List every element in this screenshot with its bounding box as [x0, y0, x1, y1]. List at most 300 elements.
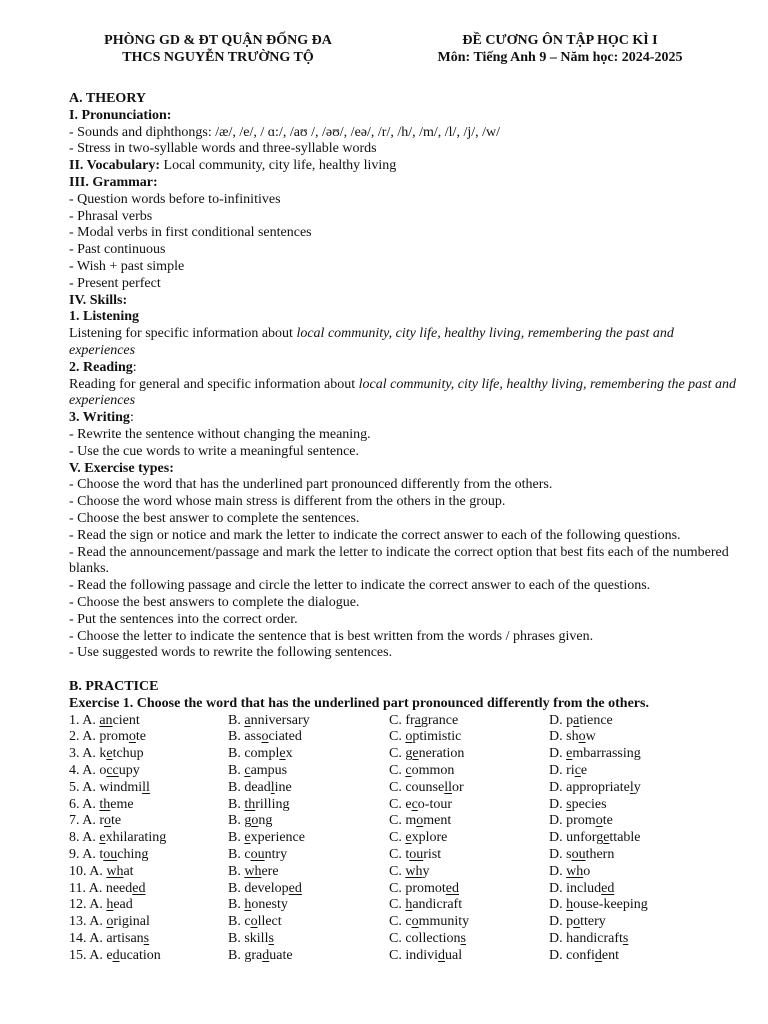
underlined-part: ed	[288, 880, 302, 896]
grammar-item: - Question words before to-infinitives	[69, 191, 281, 207]
option-label: 2. A.	[69, 729, 100, 745]
word-prefix: ass	[244, 729, 262, 745]
word-suffix: mmunity	[418, 914, 470, 930]
underlined-part: l	[629, 779, 634, 795]
document-body	[69, 91, 749, 965]
option-label: D.	[549, 779, 567, 795]
word-suffix: andicraft	[412, 897, 463, 913]
answer-option	[69, 780, 228, 797]
word-suffix: ual	[445, 947, 463, 963]
word-suffix: eme	[110, 796, 134, 812]
option-label: B.	[228, 813, 245, 829]
option-label: C.	[389, 813, 406, 829]
option-label: D.	[549, 947, 567, 963]
exercise-row	[69, 847, 749, 864]
option-label: 6. A.	[69, 796, 100, 812]
vocabulary-line	[69, 158, 749, 175]
exercise-type-item: - Read the sign or notice and mark the letter to indicate the correct answer to each of the following questions.	[69, 527, 681, 543]
word-prefix: k	[99, 746, 107, 762]
exercise-type-item: - Read the announcement/passage and mark the letter to indicate the correct option that best fits each of the numbered blanks.	[69, 544, 729, 577]
answer-option	[228, 813, 389, 830]
underlined-part: e	[603, 830, 610, 846]
exercise-type-item: - Choose the word whose main stress is different from the others in the group.	[69, 494, 506, 510]
answer-option	[389, 763, 549, 780]
word-prefix: windmi	[99, 779, 143, 795]
underlined-part: h	[244, 897, 252, 913]
exercise-row	[69, 830, 749, 847]
word-suffix: te	[602, 813, 613, 829]
underlined-part: o	[573, 914, 581, 930]
word-suffix: nniversary	[250, 712, 310, 728]
answer-option	[228, 948, 389, 965]
answer-option	[549, 931, 709, 948]
option-label: B.	[228, 729, 245, 745]
word-suffix: x	[285, 746, 293, 762]
underlined-part: s	[268, 931, 274, 947]
theory-heading: A. THEORY	[69, 91, 147, 106]
option-label: C.	[389, 863, 406, 879]
answer-option	[69, 713, 228, 730]
answer-option	[389, 746, 549, 763]
grammar-item: - Past continuous	[69, 242, 166, 258]
reading-topics: local community, city life, healthy living, remembering the past and experiences	[69, 376, 737, 409]
reading-colon: :	[132, 359, 137, 375]
exercise-type-item: - Choose the best answers to complete the dialogue.	[69, 594, 360, 610]
underlined-part: s	[622, 931, 629, 947]
school-name: THCS NGUYỄN TRƯỜNG TỘ	[122, 50, 314, 65]
word-prefix: compl	[244, 746, 280, 762]
word-prefix: p	[566, 712, 574, 728]
answer-option	[549, 847, 709, 864]
word-suffix: cient	[112, 712, 140, 728]
grammar-item: - Present perfect	[69, 275, 161, 291]
underlined-part: s	[566, 796, 572, 812]
answer-option	[69, 797, 228, 814]
underlined-part: o	[128, 729, 136, 745]
option-label: D.	[549, 880, 567, 896]
word-suffix: w	[585, 729, 596, 745]
answer-option	[69, 763, 228, 780]
exercise-row	[69, 780, 749, 797]
underlined-part: d	[438, 947, 446, 963]
answer-option	[389, 948, 549, 965]
option-label: D.	[549, 813, 567, 829]
option-label: D.	[549, 847, 567, 863]
exercise-type-item: - Choose the letter to indicate the sentence that is best written from the words / phrases given.	[69, 628, 594, 644]
underlined-part: h	[106, 897, 114, 913]
option-label: C.	[389, 830, 406, 846]
option-label: D.	[549, 746, 567, 762]
word-suffix: ng	[258, 813, 273, 829]
option-label: D.	[549, 763, 567, 779]
option-label: C.	[389, 796, 406, 812]
answer-option	[228, 763, 389, 780]
answer-option	[549, 914, 709, 931]
word-prefix: g	[405, 746, 413, 762]
option-label: 3. A.	[69, 746, 100, 762]
underlined-part: o	[250, 914, 258, 930]
answer-option	[228, 713, 389, 730]
underlined-part: o	[261, 729, 269, 745]
option-label: C.	[389, 931, 406, 947]
header-right	[410, 32, 710, 66]
word-suffix: te	[111, 813, 122, 829]
answer-option	[228, 847, 389, 864]
option-label: 4. A.	[69, 763, 100, 779]
word-prefix: skill	[244, 931, 269, 947]
word-prefix: prom	[566, 813, 596, 829]
word-suffix: y	[422, 863, 430, 879]
underlined-part: d	[594, 947, 602, 963]
word-suffix: ent	[601, 947, 619, 963]
option-label: B.	[228, 863, 245, 879]
underlined-part: d	[112, 947, 120, 963]
answer-option	[549, 763, 709, 780]
answer-option	[389, 931, 549, 948]
word-suffix: rist	[423, 847, 442, 863]
exercise-type-item: - Choose the best answer to complete the sentences.	[69, 510, 360, 526]
pronunciation-heading: I. Pronunciation:	[69, 107, 172, 123]
word-suffix: rilling	[255, 796, 290, 812]
answer-option	[228, 897, 389, 914]
word-prefix: indivi	[405, 947, 439, 963]
answer-option	[69, 746, 228, 763]
document-title: ĐỀ CƯƠNG ÔN TẬP HỌC KÌ I	[462, 33, 658, 48]
option-label: B.	[228, 947, 245, 963]
underlined-part: c	[405, 763, 412, 779]
answer-option	[69, 830, 228, 847]
exercise1-title: Exercise 1. Choose the word that has the underlined part pronounced differently from the others.	[69, 695, 649, 711]
option-label: 9. A.	[69, 847, 100, 863]
underlined-part: ll	[444, 779, 453, 795]
word-prefix: e	[405, 796, 412, 812]
option-label: C.	[389, 914, 406, 930]
option-label: 11. A.	[69, 880, 106, 896]
underlined-part: a	[573, 712, 580, 728]
underlined-part: wh	[566, 863, 584, 879]
word-suffix: grance	[420, 712, 459, 728]
word-prefix: gra	[244, 947, 263, 963]
underlined-part: an	[99, 712, 113, 728]
word-suffix: riginal	[113, 914, 150, 930]
underlined-part: ou	[250, 847, 265, 863]
option-label: D.	[549, 897, 567, 913]
exercise-type-item: - Choose the word that has the underlined part pronounced differently from the others.	[69, 477, 553, 493]
underlined-part: e	[412, 746, 419, 762]
word-prefix: g	[244, 813, 252, 829]
header-left	[62, 32, 374, 66]
subject-line: Môn: Tiếng Anh 9 – Năm học: 2024-2025	[437, 50, 683, 65]
answer-option	[389, 813, 549, 830]
word-prefix: t	[405, 847, 410, 863]
school-department: PHÒNG GD & ĐT QUẬN ĐỐNG ĐA	[104, 33, 332, 48]
reading-description	[69, 377, 741, 411]
grammar-item: - Phrasal verbs	[69, 208, 153, 224]
exercise1-options	[69, 713, 749, 965]
writing-heading: 3. Writing	[69, 410, 130, 426]
answer-option	[228, 797, 389, 814]
option-label: B.	[228, 847, 245, 863]
answer-option	[69, 897, 228, 914]
option-label: 7. A.	[69, 813, 100, 829]
underlined-part: ll	[142, 779, 150, 795]
word-suffix: ine	[274, 779, 292, 795]
option-label: C.	[389, 947, 406, 963]
word-suffix: neration	[418, 746, 465, 762]
option-label: D.	[549, 863, 567, 879]
answer-option	[389, 897, 549, 914]
option-label: B.	[228, 931, 245, 947]
underlined-part: a	[244, 712, 251, 728]
underlined-part: o	[405, 729, 413, 745]
word-prefix: develop	[244, 880, 289, 896]
answer-option	[549, 830, 709, 847]
section-spacer	[69, 662, 749, 679]
word-suffix: o	[583, 863, 591, 879]
word-prefix: promot	[405, 880, 446, 896]
underlined-part: o	[104, 813, 112, 829]
answer-option	[69, 864, 228, 881]
underlined-part: ou	[103, 847, 118, 863]
option-label: C.	[389, 763, 406, 779]
option-label: D.	[549, 729, 567, 745]
answer-option	[389, 713, 549, 730]
word-suffix: onesty	[251, 897, 288, 913]
word-prefix: confi	[566, 947, 595, 963]
word-prefix: artisan	[106, 931, 144, 947]
listening-heading: 1. Listening	[69, 309, 140, 325]
underlined-part: o	[416, 813, 424, 829]
word-suffix: te	[135, 729, 147, 745]
grammar-heading: III. Grammar:	[69, 174, 158, 190]
reading-heading-line	[69, 360, 749, 377]
underlined-part: a	[414, 712, 421, 728]
exercise-row	[69, 914, 749, 931]
option-label: B.	[228, 763, 245, 779]
option-label: C.	[389, 847, 406, 863]
word-suffix: llect	[257, 914, 282, 930]
option-label: B.	[228, 712, 245, 728]
underlined-part: e	[244, 830, 251, 846]
exercise-type-item: - Put the sentences into the correct order.	[69, 611, 298, 627]
option-label: 10. A.	[69, 863, 107, 879]
word-prefix: c	[244, 847, 251, 863]
word-prefix: collection	[405, 931, 461, 947]
underlined-part: th	[244, 796, 256, 812]
answer-option	[389, 797, 549, 814]
word-suffix: ucation	[119, 947, 161, 963]
option-label: B.	[228, 746, 245, 762]
answer-option	[69, 948, 228, 965]
answer-option	[389, 881, 549, 898]
word-suffix: xplore	[411, 830, 448, 846]
vocabulary-text: Local community, city life, healthy living	[160, 158, 397, 174]
answer-option	[389, 729, 549, 746]
word-suffix: pecies	[571, 796, 607, 812]
underlined-part: ou	[409, 847, 424, 863]
exercise-row	[69, 746, 749, 763]
word-prefix: need	[105, 880, 133, 896]
option-label: B.	[228, 830, 245, 846]
answer-option	[389, 830, 549, 847]
pronunciation-item: - Sounds and diphthongs: /æ/, /e/, / ɑ:/, /aʊ /, /əʊ/, /eə/, /r/, /h/, /m/, /l/, /j/, /w/	[69, 124, 501, 140]
underlined-part: wh	[244, 863, 262, 879]
answer-option	[549, 797, 709, 814]
answer-option	[549, 746, 709, 763]
exercise-row	[69, 948, 749, 965]
underlined-part: e	[566, 746, 573, 762]
grammar-item: - Wish + past simple	[69, 258, 185, 274]
underlined-part: l	[270, 779, 275, 795]
option-label: B.	[228, 779, 245, 795]
word-suffix: ntry	[264, 847, 288, 863]
option-label: C.	[389, 746, 406, 762]
exercise-row	[69, 713, 749, 730]
word-prefix: counse	[405, 779, 445, 795]
option-label: C.	[389, 779, 406, 795]
option-label: D.	[549, 712, 567, 728]
word-prefix: c	[405, 914, 412, 930]
underlined-part: h	[405, 897, 413, 913]
listening-description	[69, 326, 741, 360]
option-label: 14. A.	[69, 931, 107, 947]
exercise-row	[69, 864, 749, 881]
underlined-part: wh	[405, 863, 423, 879]
answer-option	[69, 729, 228, 746]
word-suffix: ching	[117, 847, 149, 863]
word-suffix: o-tour	[417, 796, 452, 812]
answer-option	[228, 746, 389, 763]
word-suffix: ead	[113, 897, 133, 913]
underlined-part: o	[251, 813, 259, 829]
underlined-part: s	[143, 931, 150, 947]
word-prefix: sh	[566, 729, 579, 745]
word-prefix: fr	[405, 712, 415, 728]
underlined-part: ed	[601, 880, 615, 896]
answer-option	[389, 780, 549, 797]
word-suffix: upy	[118, 763, 140, 779]
underlined-part: e	[99, 830, 106, 846]
answer-option	[549, 864, 709, 881]
word-prefix: s	[566, 847, 572, 863]
option-label: 1. A.	[69, 712, 100, 728]
underlined-part: e	[405, 830, 412, 846]
word-prefix: e	[106, 947, 113, 963]
underlined-part: ed	[132, 880, 146, 896]
underlined-part: ed	[445, 880, 460, 896]
word-prefix: unforg	[566, 830, 604, 846]
vocabulary-label: II. Vocabulary:	[69, 158, 161, 174]
underlined-part: s	[460, 931, 466, 947]
exercise-type-item: - Read the following passage and circle the letter to indicate the correct answer to each of the questions.	[69, 578, 651, 594]
word-suffix: mbarrassing	[572, 746, 641, 762]
exercise-type-item: - Use suggested words to rewrite the following sentences.	[69, 645, 393, 661]
answer-option	[228, 931, 389, 948]
word-suffix: ommon	[411, 763, 455, 779]
underlined-part: e	[106, 746, 113, 762]
underlined-part: wh	[106, 863, 124, 879]
listening-plain: Listening for specific information about	[69, 326, 297, 342]
word-prefix: dead	[244, 779, 271, 795]
option-label: 5. A.	[69, 779, 100, 795]
word-prefix: appropriate	[566, 779, 630, 795]
underlined-part: c	[244, 763, 251, 779]
underlined-part: e	[279, 746, 286, 762]
option-label: B.	[228, 796, 245, 812]
word-prefix: t	[99, 847, 104, 863]
answer-option	[549, 948, 709, 965]
practice-heading: B. PRACTICE	[69, 679, 159, 695]
underlined-part: d	[262, 947, 270, 963]
answer-option	[228, 830, 389, 847]
word-prefix: r	[99, 813, 105, 829]
answer-option	[228, 881, 389, 898]
answer-option	[549, 813, 709, 830]
word-suffix: thern	[585, 847, 615, 863]
answer-option	[549, 729, 709, 746]
exercise-row	[69, 881, 749, 898]
underlined-part: th	[99, 796, 111, 812]
option-label: D.	[549, 914, 567, 930]
word-suffix: ment	[423, 813, 452, 829]
underlined-part: cc	[106, 763, 119, 779]
word-suffix: xhilarating	[105, 830, 167, 846]
word-suffix: e	[580, 763, 588, 779]
answer-option	[228, 864, 389, 881]
answer-option	[549, 897, 709, 914]
word-suffix: or	[452, 779, 464, 795]
underlined-part: c	[574, 763, 581, 779]
answer-option	[389, 847, 549, 864]
option-label: B.	[228, 914, 245, 930]
writing-item: - Rewrite the sentence without changing the meaning.	[69, 426, 371, 442]
word-suffix: ere	[261, 863, 279, 879]
exercise-row	[69, 813, 749, 830]
underlined-part: c	[411, 796, 418, 812]
word-suffix: xperience	[250, 830, 305, 846]
underlined-part: ou	[571, 847, 586, 863]
answer-option	[228, 780, 389, 797]
answer-option	[69, 914, 228, 931]
writing-colon: :	[129, 410, 134, 426]
answer-option	[389, 864, 549, 881]
underlined-part: h	[566, 897, 574, 913]
underlined-part: o	[578, 729, 586, 745]
option-label: D.	[549, 931, 567, 947]
skills-heading: IV. Skills:	[69, 292, 128, 308]
underlined-part: o	[106, 914, 114, 930]
option-label: D.	[549, 796, 567, 812]
reading-plain: Reading for general and specific information about	[69, 376, 359, 392]
option-label: D.	[549, 830, 567, 846]
answer-option	[69, 813, 228, 830]
exercise-types-heading: V. Exercise types:	[69, 460, 174, 476]
answer-option	[549, 780, 709, 797]
option-label: 15. A.	[69, 947, 107, 963]
word-suffix: at	[123, 863, 134, 879]
exercise-row	[69, 797, 749, 814]
word-suffix: tchup	[112, 746, 144, 762]
word-suffix: ttable	[609, 830, 641, 846]
answer-option	[389, 914, 549, 931]
option-label: B.	[228, 880, 245, 896]
underlined-part: o	[595, 813, 603, 829]
word-suffix: uate	[269, 947, 293, 963]
word-prefix: m	[405, 813, 417, 829]
answer-option	[549, 713, 709, 730]
option-label: C.	[389, 880, 406, 896]
word-prefix: p	[566, 914, 574, 930]
